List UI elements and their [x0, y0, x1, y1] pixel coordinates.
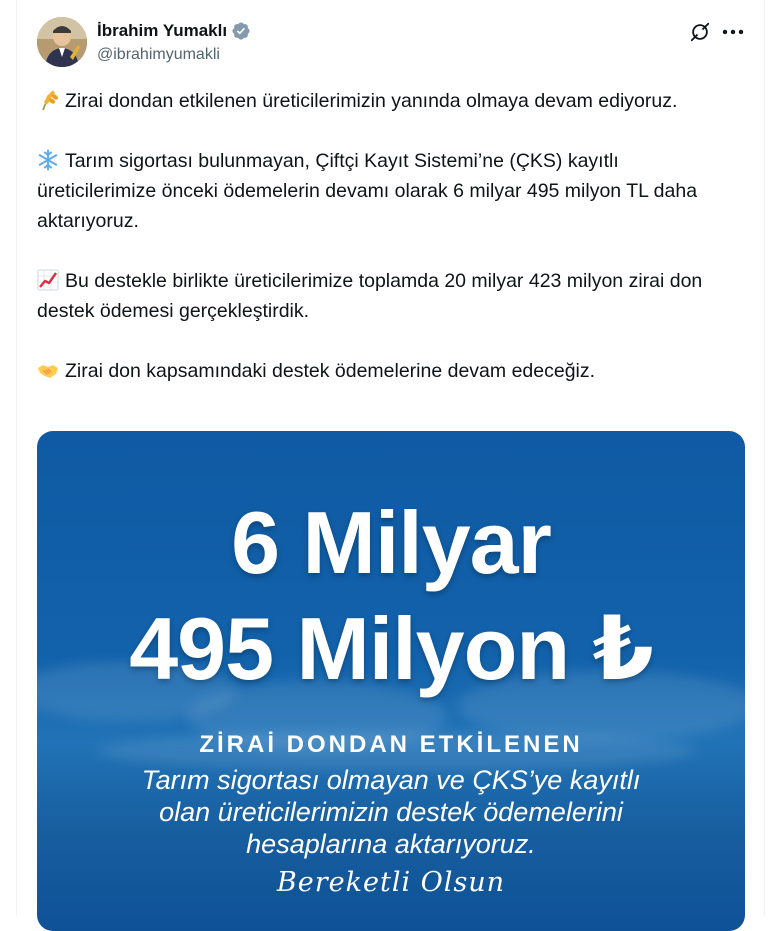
chart-increasing-emoji — [37, 269, 59, 291]
media-headline-line2: 495 Milyon ₺ — [129, 599, 653, 698]
media-subheading: ZİRAİ DONDAN ETKİLENEN — [199, 731, 583, 758]
media-body-line: hesaplarına aktarıyoruz. — [246, 829, 536, 859]
grok-icon — [689, 21, 711, 43]
media-headline-line1: 6 Milyar — [231, 493, 551, 592]
tweet-paragraph — [37, 356, 737, 386]
avatar-photo — [37, 17, 87, 67]
tweet-paragraph — [37, 86, 737, 116]
avatar[interactable] — [37, 17, 87, 67]
display-name[interactable]: İbrahim Yumaklı — [97, 21, 228, 40]
more-icon — [722, 29, 744, 35]
tweet-paragraph — [37, 266, 737, 326]
verified-badge-icon — [231, 21, 251, 41]
author-handle[interactable]: @ibrahimyumakli — [97, 46, 220, 63]
media-body — [37, 764, 745, 860]
tweet-media-image[interactable] — [37, 431, 745, 931]
media-body-line: olan üreticilerimizin destek ödemelerini — [159, 797, 623, 827]
tweet-text — [37, 86, 737, 416]
media-signature: Bereketli Olsun — [276, 867, 506, 898]
tweet-paragraph-text: Bu destekle birlikte üreticilerimize toplamda 20 milyar 423 milyon zirai don destek ödemesi gerçekleştirdik. — [37, 270, 703, 322]
handshake-emoji — [37, 359, 59, 381]
more-button[interactable] — [720, 20, 746, 44]
grok-button[interactable] — [688, 20, 712, 44]
tweet-paragraph-text: Tarım sigortası bulunmayan, Çiftçi Kayıt Sistemi’ne (ÇKS) kayıtlı üreticilerimize önceki ödemelerin devamı olarak 6 milyar 495 milyon TL daha aktarıyoruz. — [37, 150, 698, 232]
tweet-paragraph-text: Zirai dondan etkilenen üreticilerimizin yanında olmaya devam ediyoruz. — [65, 90, 678, 112]
author-name-row[interactable] — [97, 20, 251, 42]
snowflake-emoji — [37, 149, 59, 171]
tweet-paragraph-text: Zirai don kapsamındaki destek ödemelerine devam edeceğiz. — [65, 360, 596, 382]
wheat-emoji — [37, 89, 59, 111]
tweet-paragraph — [37, 146, 737, 236]
media-body-line: Tarım sigortası olmayan ve ÇKS’ye kayıtlı — [141, 765, 641, 795]
